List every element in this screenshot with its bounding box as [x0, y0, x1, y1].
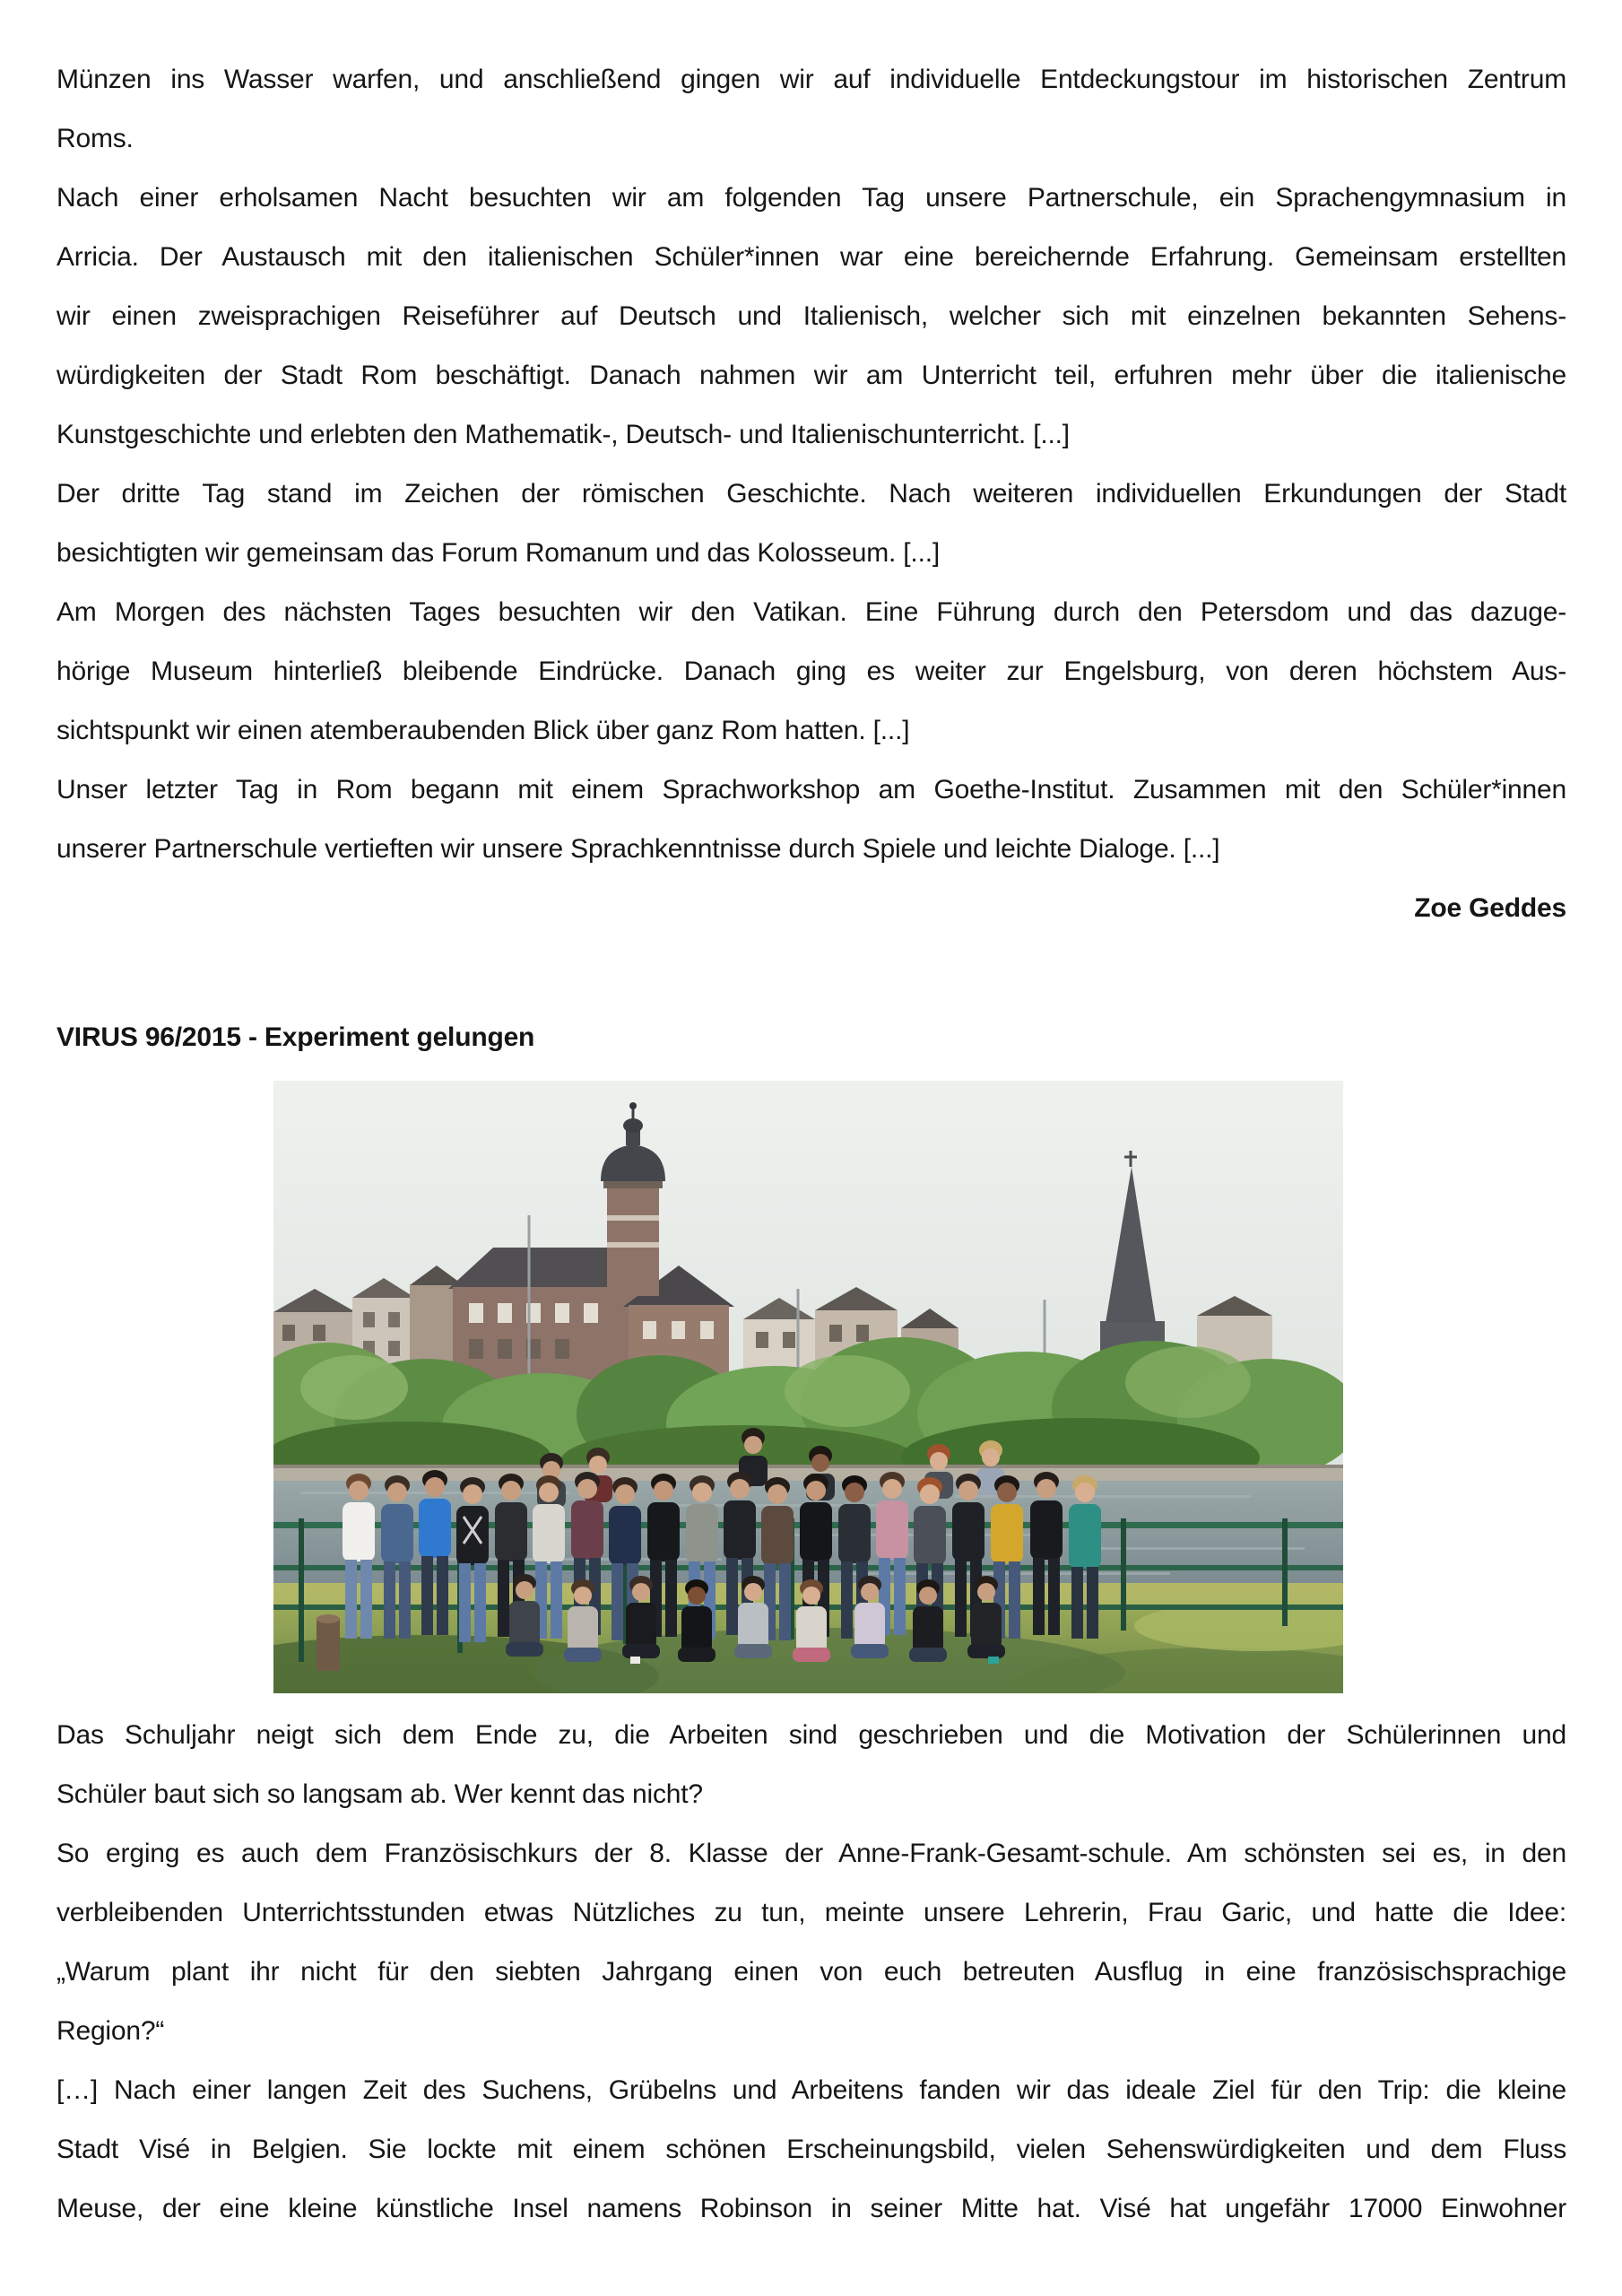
article-rome-text: [56, 50, 1566, 938]
text-line: So erging es auch dem Französischkurs der 8. Klasse der Anne-Frank-Gesamt-schule. Am schönsten sei es, in den: [56, 1839, 1566, 1868]
text-line: Arricia. Der Austausch mit den italienischen Schüler*innen war eine bereichernde Erfahrung. Gemeinsam erstellten: [56, 242, 1566, 272]
group-photo: [273, 1081, 1343, 1693]
text-line: Der dritte Tag stand im Zeichen der römischen Geschichte. Nach weiteren individuellen Erkundungen der Stadt: [56, 479, 1566, 509]
text-line: Kunstgeschichte und erlebten den Mathematik-, Deutsch- und Italienischunterricht. [...]: [56, 420, 1070, 449]
text-line: Roms.: [56, 124, 134, 153]
text-line: Meuse, der eine kleine künstliche Insel namens Robinson in seiner Mitte hat. Visé hat ungefähr 17000 Einwohner: [56, 2194, 1566, 2223]
text-line: „Warum plant ihr nicht für den siebten Jahrgang einen von euch betreuten Ausflug in eine französischsprachige: [56, 1957, 1566, 1987]
text-line: würdigkeiten der Stadt Rom beschäftigt. Danach nahmen wir am Unterricht teil, erfuhren mehr über die italienische: [56, 361, 1566, 390]
text-line: Schüler baut sich so langsam ab. Wer kennt das nicht?: [56, 1779, 703, 1809]
photo-bank-edge: [273, 1465, 1343, 1468]
photo-wood-post: [317, 1614, 340, 1671]
article-byline: Zoe Geddes: [1414, 893, 1566, 923]
section-heading: VIRUS 96/2015 - Experiment gelungen: [56, 1022, 535, 1052]
text-line: Das Schuljahr neigt sich dem Ende zu, die Arbeiten sind geschrieben und die Motivation der Schülerinnen und: [56, 1720, 1566, 1750]
text-line: Unser letzter Tag in Rom begann mit einem Sprachworkshop am Goethe-Institut. Zusammen mit den Schüler*innen: [56, 775, 1566, 804]
text-line: Stadt Visé in Belgien. Sie lockte mit einem schönen Erscheinungsbild, vielen Sehenswürdigkeiten und dem Fluss: [56, 2135, 1566, 2164]
text-line: unserer Partnerschule vertieften wir unsere Sprachkenntnisse durch Spiele und leichte Dialoge. [...]: [56, 834, 1220, 864]
text-line: wir einen zweisprachigen Reiseführer auf Deutsch und Italienisch, welcher sich mit einzelnen bekannten Sehens-: [56, 301, 1566, 331]
text-line: Region?“: [56, 2016, 165, 2046]
text-line: Nach einer erholsamen Nacht besuchten wir am folgenden Tag unsere Partnerschule, ein Sprachengymnasium in: [56, 183, 1566, 213]
text-line: […] Nach einer langen Zeit des Suchens, Grübelns und Arbeitens fanden wir das ideale Ziel für den Trip: die kleine: [56, 2075, 1566, 2105]
text-line: Am Morgen des nächsten Tages besuchten wir den Vatikan. Eine Führung durch den Petersdom und das dazuge-: [56, 597, 1566, 627]
text-line: sichtspunkt wir einen atemberaubenden Blick über ganz Rom hatten. [...]: [56, 716, 910, 745]
text-line: verbleibenden Unterrichtsstunden etwas Nützliches zu tun, meinte unsere Lehrerin, Frau Garic, und hatte die Idee:: [56, 1898, 1566, 1927]
article-vise-text: [56, 1706, 1566, 2239]
photo-students-kneeling: [506, 1574, 1005, 1664]
text-line: hörige Museum hinterließ bleibende Eindrücke. Danach ging es weiter zur Engelsburg, von deren höchstem Aus-: [56, 657, 1566, 686]
text-line: Münzen ins Wasser warfen, und anschließend gingen wir auf individuelle Entdeckungstour im historischen Zentrum: [56, 65, 1566, 94]
text-line: besichtigten wir gemeinsam das Forum Romanum und das Kolosseum. [...]: [56, 538, 940, 568]
